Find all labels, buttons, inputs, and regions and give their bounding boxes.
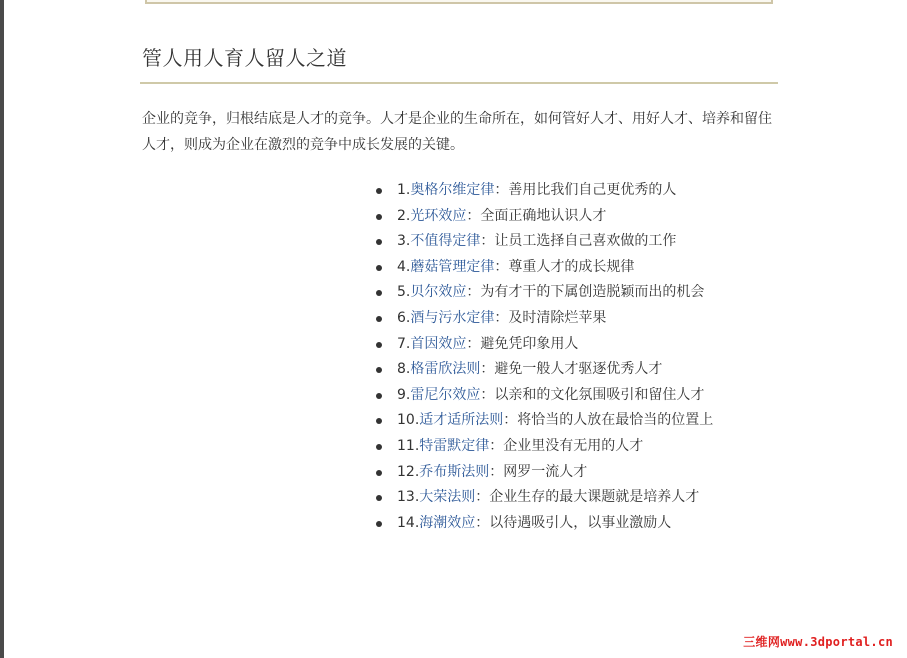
item-number: 8. (397, 361, 411, 378)
item-description: ：企业生存的最大课题就是培养人才 (475, 489, 700, 506)
item-description: ：以待遇吸引人，以事业激励人 (475, 514, 672, 531)
law-link[interactable]: 奥格尔维定律 (410, 182, 495, 198)
item-number: 13. (397, 489, 420, 506)
list-item (376, 332, 713, 358)
law-link[interactable]: 首因效应 (410, 335, 467, 352)
list-item (376, 511, 713, 537)
item-description: ：以亲和的文化氛围吸引和留住人才 (480, 386, 705, 403)
law-link[interactable]: 酒与污水定律 (410, 309, 495, 326)
item-description: ：让员工选择自己喜欢做的工作 (480, 233, 677, 250)
item-description: ：避免一般人才驱逐优秀人才 (480, 361, 663, 378)
law-link[interactable]: 格雷欣法则 (410, 361, 481, 378)
bullet-icon (376, 367, 382, 373)
item-number: 5. (397, 284, 411, 301)
bullet-icon (376, 444, 382, 450)
law-link[interactable]: 蘑菇管理定律 (410, 258, 495, 275)
bullet-icon (376, 290, 382, 296)
item-number: 4. (397, 258, 411, 275)
bullet-icon (376, 470, 382, 476)
law-link[interactable]: 乔布斯法则 (419, 463, 490, 480)
list-item (376, 408, 713, 434)
law-link[interactable]: 适才适所法则 (419, 412, 504, 429)
bullet-icon (376, 393, 382, 399)
law-link[interactable]: 雷尼尔效应 (410, 386, 481, 403)
item-number: 11. (397, 437, 420, 454)
item-number: 6. (397, 309, 411, 326)
list-item (376, 178, 713, 204)
list-item (376, 460, 713, 486)
item-description: ：善用比我们自己更优秀的人 (494, 182, 677, 198)
list-item (376, 229, 713, 255)
bullet-icon (376, 214, 382, 220)
list-item (376, 357, 713, 383)
item-description: ：全面正确地认识人才 (466, 207, 607, 224)
bullet-icon (376, 316, 382, 322)
item-description: ：网罗一流人才 (489, 463, 588, 480)
item-number: 10. (397, 412, 420, 429)
page-left-border (0, 0, 4, 658)
item-number: 3. (397, 233, 411, 250)
list-item (376, 306, 713, 332)
law-link[interactable]: 不值得定律 (410, 233, 481, 250)
previous-content-box (145, 0, 773, 4)
bullet-icon (376, 418, 382, 424)
item-number: 12. (397, 463, 420, 480)
item-description: ：为有才干的下属创造脱颖而出的机会 (466, 284, 705, 301)
law-list (376, 178, 713, 536)
item-number: 7. (397, 335, 411, 352)
bullet-icon (376, 188, 382, 194)
list-item (376, 280, 713, 306)
item-description: ：将恰当的人放在最恰当的位置上 (503, 412, 714, 429)
list-item (376, 485, 713, 511)
item-description: ：企业里没有无用的人才 (489, 437, 644, 454)
item-number: 1. (397, 182, 411, 198)
bullet-icon (376, 521, 382, 527)
law-link[interactable]: 特雷默定律 (419, 437, 490, 454)
item-number: 9. (397, 386, 411, 403)
list-item (376, 434, 713, 460)
item-description: ：避免凭印象用人 (466, 335, 579, 352)
law-link[interactable]: 贝尔效应 (410, 284, 467, 301)
list-item (376, 255, 713, 281)
item-number: 14. (397, 514, 420, 531)
bullet-icon (376, 342, 382, 348)
item-description: ：尊重人才的成长规律 (494, 258, 635, 275)
site-watermark: 三维网www.3dportal.cn (743, 635, 893, 649)
law-link[interactable]: 光环效应 (410, 207, 467, 224)
list-item (376, 204, 713, 230)
item-number: 2. (397, 207, 411, 224)
list-item (376, 383, 713, 409)
item-description: ：及时清除烂苹果 (494, 309, 607, 326)
intro-paragraph: 企业的竞争，归根结底是人才的竞争。人才是企业的生命所在，如何管好人才、用好人才、培养和留住人才，则成为企业在激烈的竞争中成长发展的关键。 (142, 111, 772, 153)
bullet-icon (376, 495, 382, 501)
law-link[interactable]: 大荣法则 (419, 489, 476, 506)
law-link[interactable]: 海潮效应 (419, 514, 476, 531)
bullet-icon (376, 265, 382, 271)
bullet-icon (376, 239, 382, 245)
section-title: 管人用人育人留人之道 (142, 46, 347, 70)
title-divider (140, 82, 778, 84)
